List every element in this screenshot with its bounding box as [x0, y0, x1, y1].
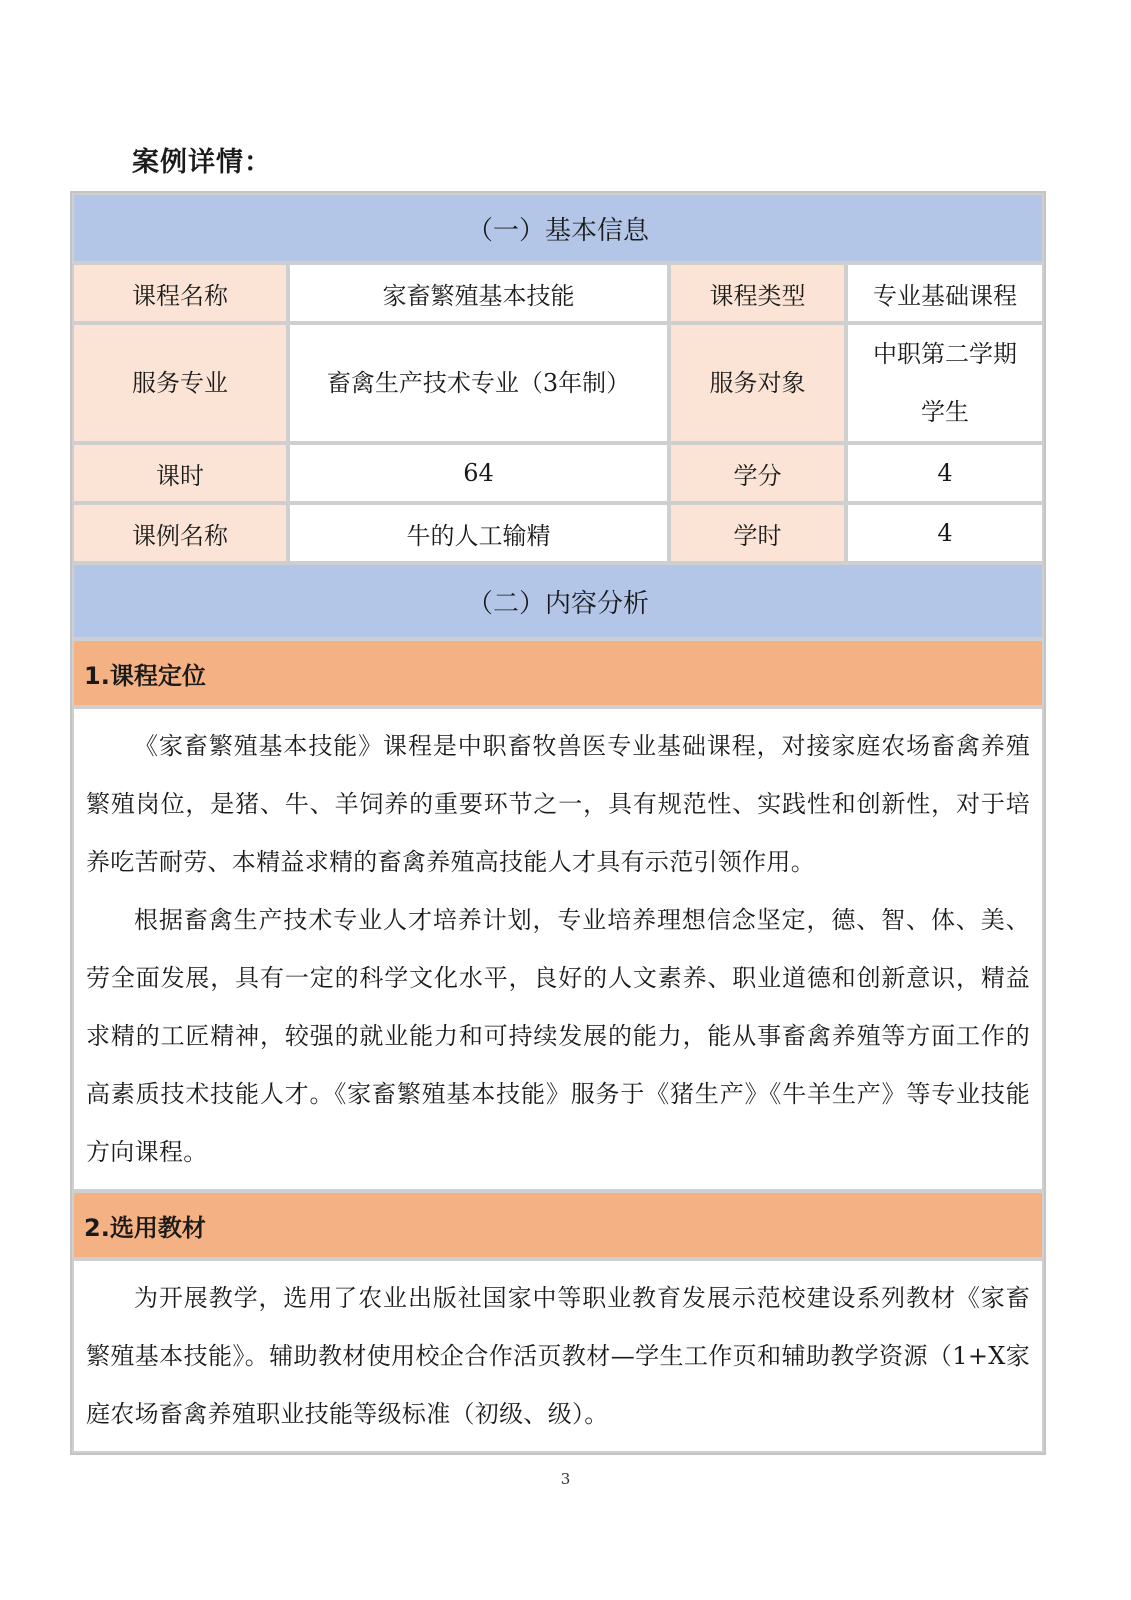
- subsection-header-textbook: [72, 1191, 1044, 1259]
- value-lesson-hours: 4: [846, 503, 1044, 563]
- subsection-title: 2.选用教材: [72, 1191, 1044, 1259]
- case-details-heading: 案例详情：: [132, 147, 272, 178]
- paragraph: 根据畜禽生产技术专业人才培养计划，专业培养理想信念坚定，德、智、体、美、劳全面发展，具有一定的科学文化水平，良好的人文素养、职业道德和创新意识，精益求精的工匠精神，较强的就业能力和可持续发展的能力，能从事畜禽养殖等方面工作的高素质技术技能人才。《家畜繁殖基本技能》服务于《猪生产》《牛羊生产》等专业技能方向课程。: [86, 906, 1031, 1166]
- page-number: 3: [560, 1470, 571, 1488]
- table-row: [72, 503, 1044, 563]
- section-header-basic-info: [72, 193, 1044, 263]
- subsection-body-course-positioning: [72, 707, 1044, 1191]
- label-service-major: 服务专业: [72, 323, 288, 443]
- label-course-type: 课程类型: [669, 263, 846, 323]
- paragraph-cell: [72, 1259, 1044, 1453]
- label-class-hours: 课时: [72, 443, 288, 503]
- subsection-body-textbook: [72, 1259, 1044, 1453]
- case-info-table: [70, 191, 1046, 1455]
- paragraph: 为开展教学，选用了农业出版社国家中等职业教育发展示范校建设系列教材《家畜繁殖基本技能》。辅助教材使用校企合作活页教材—学生工作页和辅助教学资源（1+X家庭农场畜禽养殖职业技能等级标准（初级、级）。: [86, 1284, 1031, 1428]
- table-row: [72, 263, 1044, 323]
- label-course-name: 课程名称: [72, 263, 288, 323]
- table-row: [72, 443, 1044, 503]
- section-header-content-analysis: [72, 563, 1044, 639]
- value-course-type: 专业基础课程: [846, 263, 1044, 323]
- service-target-text: 中职第二学期学生: [873, 340, 1017, 426]
- label-credits: 学分: [669, 443, 846, 503]
- value-course-name: 家畜繁殖基本技能: [288, 263, 669, 323]
- label-lesson-name: 课例名称: [72, 503, 288, 563]
- value-service-target: [846, 323, 1044, 443]
- section-title: （一）基本信息: [72, 193, 1044, 263]
- section-title: （二）内容分析: [72, 563, 1044, 639]
- value-credits: 4: [846, 443, 1044, 503]
- label-lesson-hours: 学时: [669, 503, 846, 563]
- label-service-target: 服务对象: [669, 323, 846, 443]
- paragraph-cell: [72, 707, 1044, 1191]
- value-service-major: 畜禽生产技术专业（3年制）: [288, 323, 669, 443]
- subsection-header-course-positioning: [72, 639, 1044, 707]
- paragraph: 《家畜繁殖基本技能》课程是中职畜牧兽医专业基础课程，对接家庭农场畜禽养殖繁殖岗位，是猪、牛、羊饲养的重要环节之一，具有规范性、实践性和创新性，对于培养吃苦耐劳、本精益求精的畜禽养殖高技能人才具有示范引领作用。: [86, 732, 1031, 876]
- subsection-title: 1.课程定位: [72, 639, 1044, 707]
- value-class-hours: 64: [288, 443, 669, 503]
- value-lesson-name: 牛的人工输精: [288, 503, 669, 563]
- table-row: [72, 323, 1044, 443]
